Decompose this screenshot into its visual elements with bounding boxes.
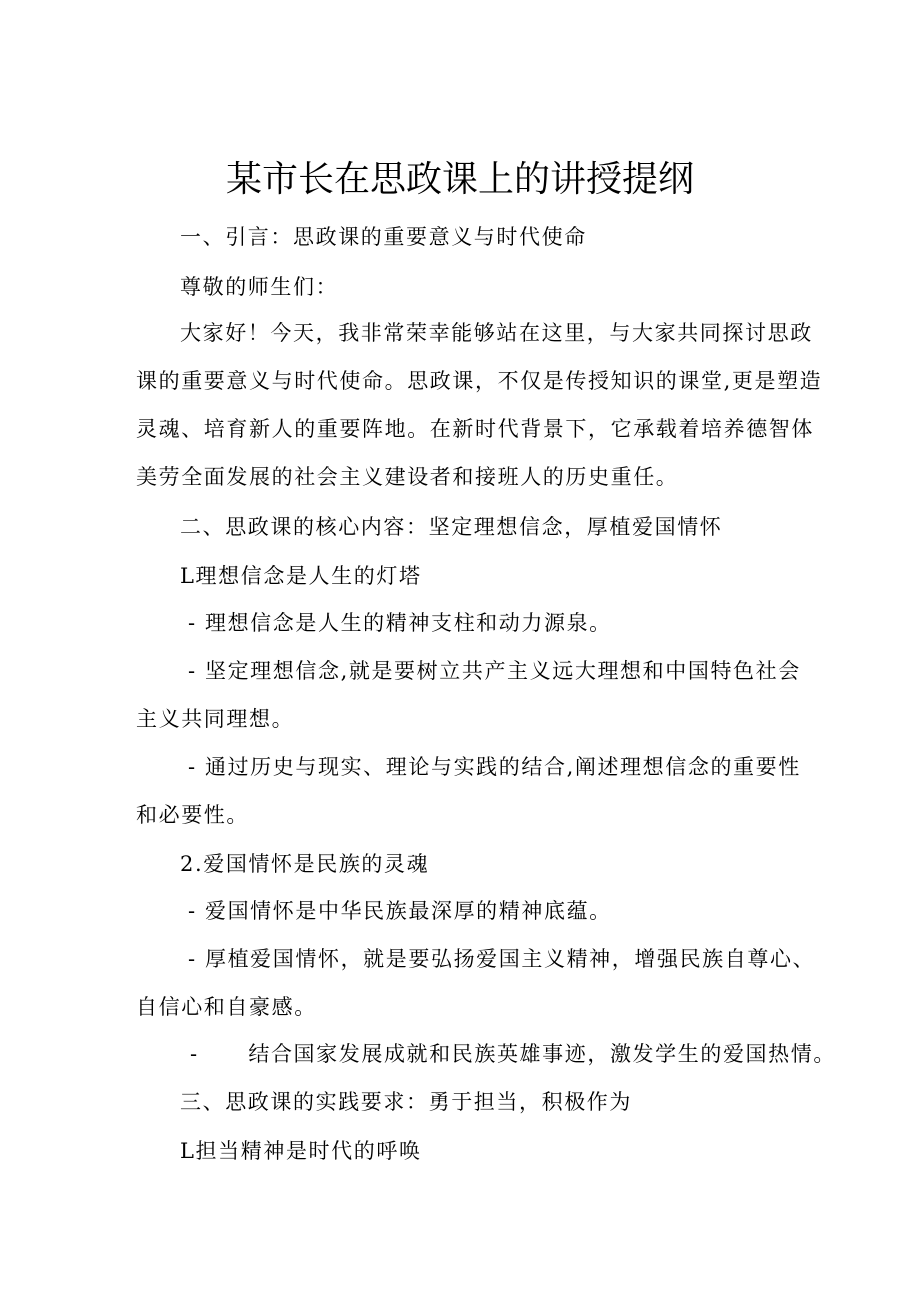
bullet-item: - 坚定理想信念,就是要树立共产主义远大理想和中国特色社会	[188, 659, 801, 683]
subheading-responsibility: L担当精神是时代的呼唤	[180, 1139, 422, 1163]
section-heading-2: 二、思政课的核心内容：坚定理想信念，厚植爱国情怀	[180, 515, 723, 539]
intro-paragraph-line-4: 美劳全面发展的社会主义建设者和接班人的历史重任。	[136, 465, 679, 489]
intro-paragraph-line-3: 灵魂、培育新人的重要阵地。在新时代背景下，它承载着培养德智体	[136, 417, 814, 441]
bullet-item-continuation: 自信心和自豪感。	[136, 995, 317, 1019]
section-heading-1: 一、引言：思政课的重要意义与时代使命	[180, 225, 587, 249]
intro-paragraph-line-2: 课的重要意义与时代使命。思政课，不仅是传授知识的课堂,更是塑造	[136, 369, 823, 393]
bullet-item: - 爱国情怀是中华民族最深厚的精神底蕴。	[188, 899, 612, 923]
bullet-item-continuation: 和必要性。	[136, 803, 249, 827]
salutation: 尊敬的师生们：	[180, 275, 339, 299]
subheading-patriotism: 2.爱国情怀是民族的灵魂	[180, 852, 430, 876]
section-heading-3: 三、思政课的实践要求：勇于担当，积极作为	[180, 1090, 632, 1114]
document-title: 某市长在思政课上的讲授提纲	[225, 159, 694, 200]
bullet-item: - 理想信念是人生的精神支柱和动力源泉。	[188, 611, 612, 635]
subheading-ideals: L理想信念是人生的灯塔	[180, 564, 422, 588]
bullet-item: - 厚植爱国情怀，就是要弘扬爱国主义精神，增强民族自尊心、	[188, 947, 816, 971]
intro-paragraph-line-1: 大家好！今天，我非常荣幸能够站在这里，与大家共同探讨思政	[180, 321, 813, 345]
bullet-item: - 结合国家发展成就和民族英雄事迹，激发学生的爱国热情。	[190, 1042, 836, 1066]
bullet-item: - 通过历史与现实、理论与实践的结合,阐述理想信念的重要性	[188, 755, 801, 779]
bullet-item-continuation: 主义共同理想。	[136, 707, 295, 731]
